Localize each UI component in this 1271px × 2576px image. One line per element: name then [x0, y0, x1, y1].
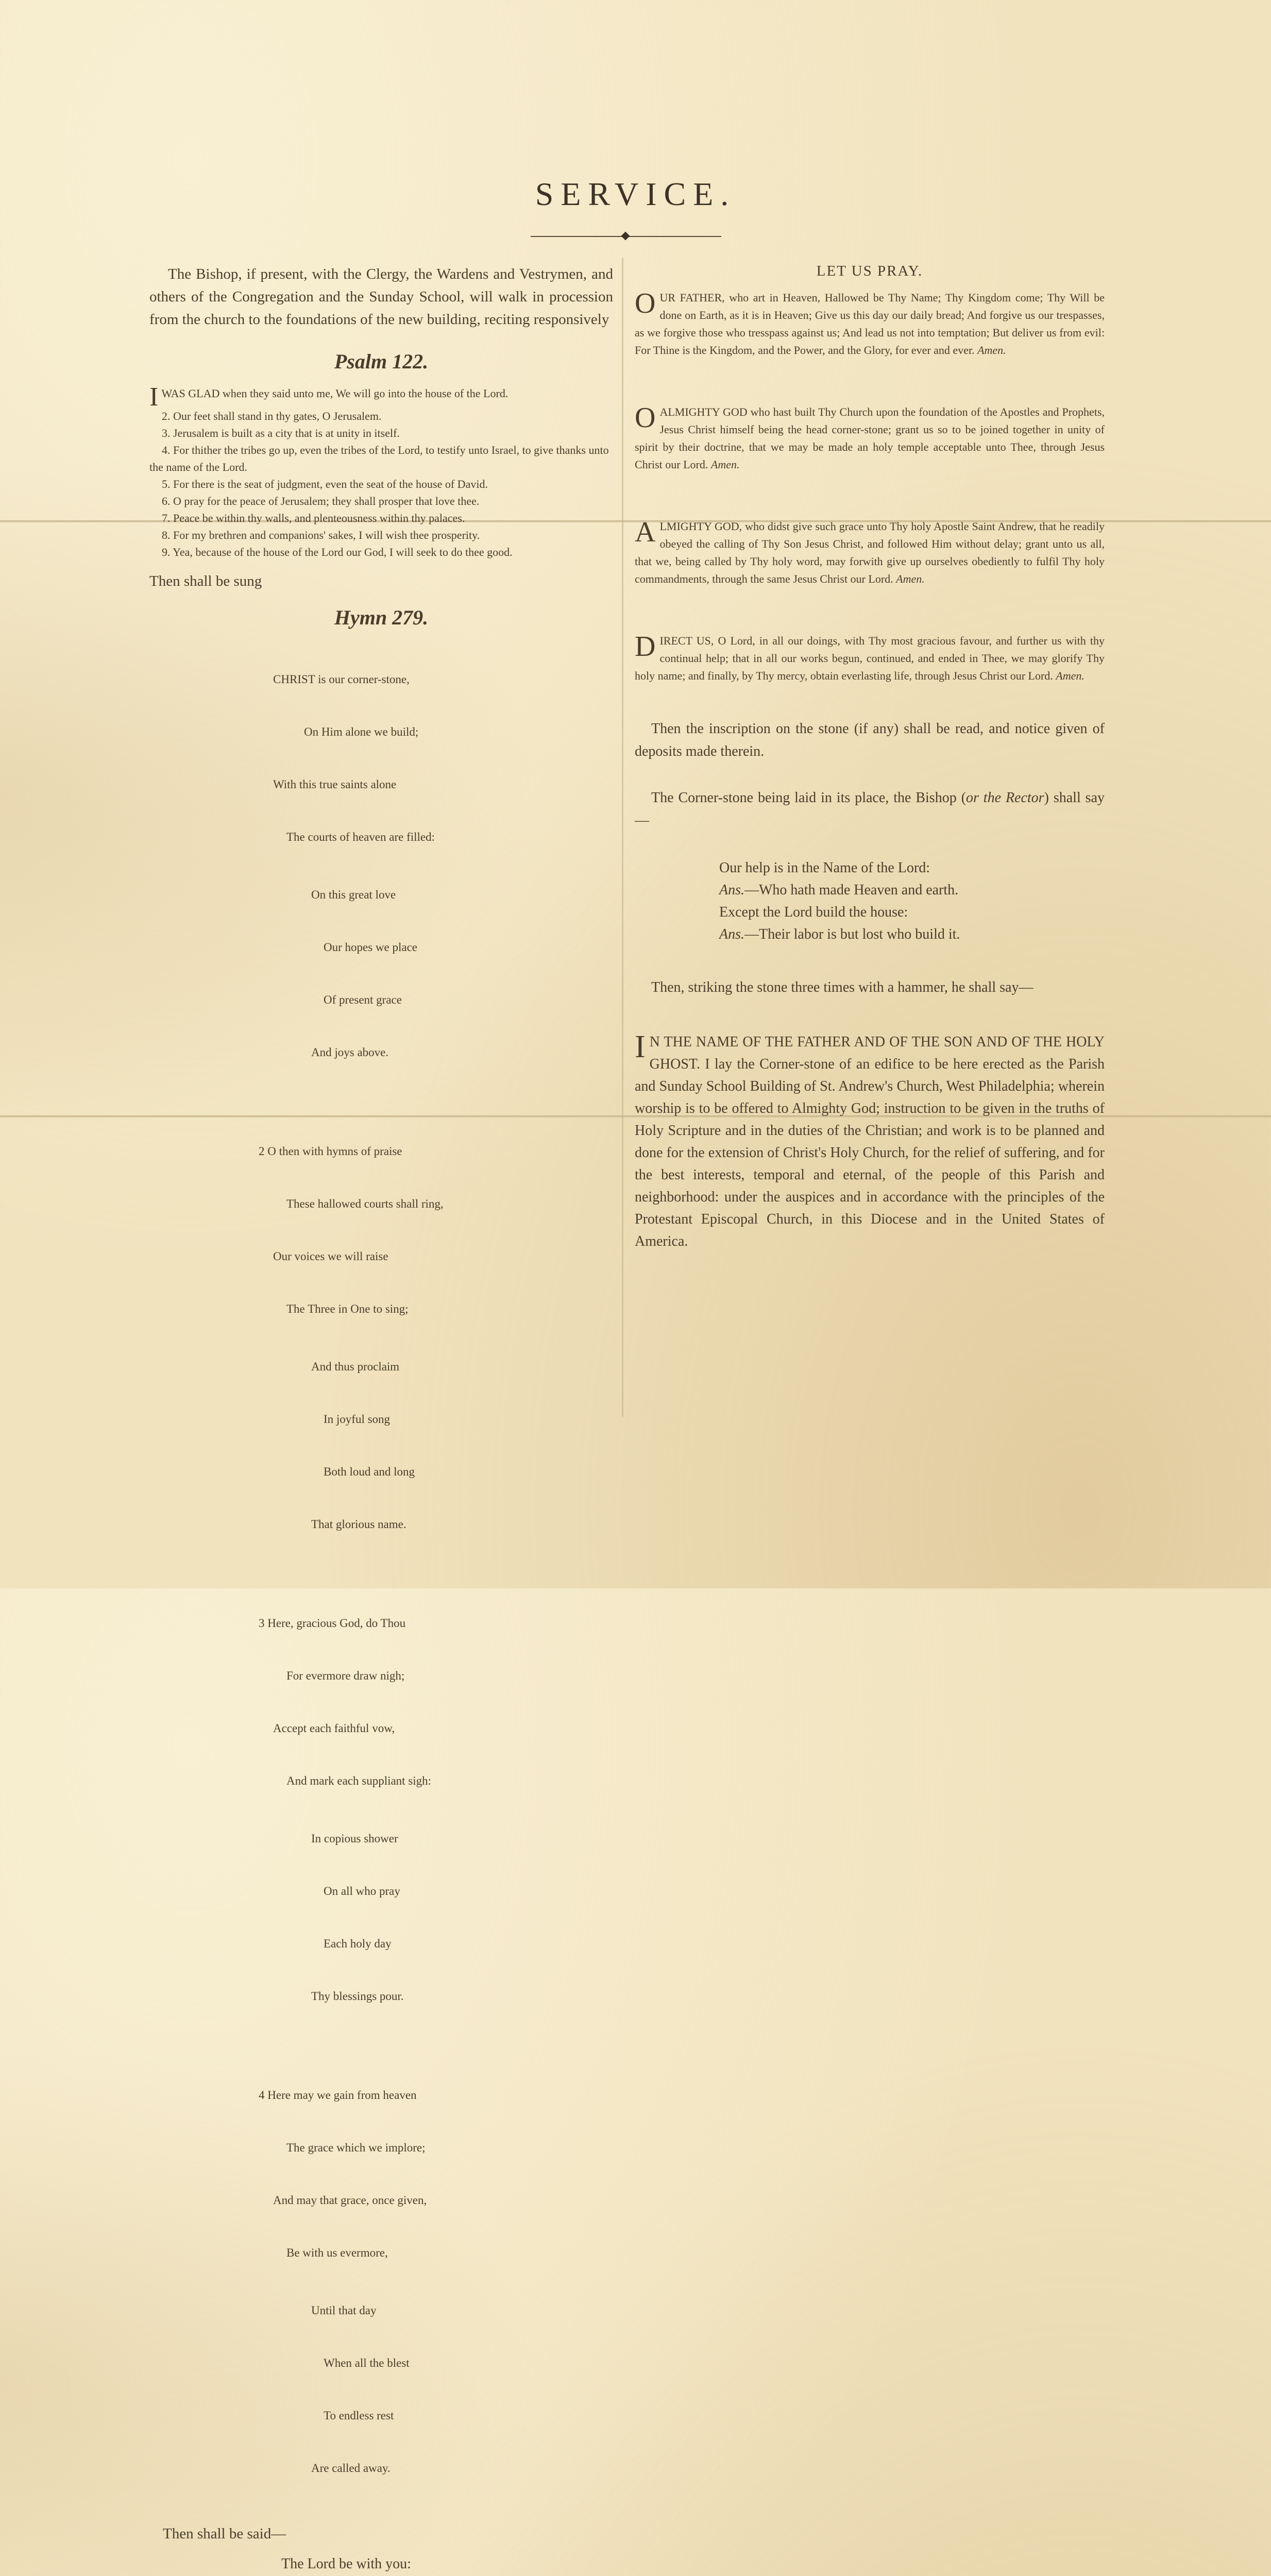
prayer-text: UR FATHER, who art in Heaven, Hallowed be Thy Name; Thy Kingdom come; Thy Will be done on Earth, as it is in Heaven; Give us this day our daily bread; And forgive us our trespasses, as we forgive those who tresspass against us; And lead us not into temptation; But deliver us from evil: For Thine is the Kingdom, and the Power, and the Glory, for ever and ever. — [635, 291, 1105, 357]
psalm-verse: 4. For thither the tribes go up, even the tribes of the Lord, to testify unto Israel, to give thanks unto the name of the Lord. — [149, 444, 609, 473]
response-text: —Their labor is but lost who build it. — [744, 926, 960, 942]
declaration-drop-cap: I — [635, 1029, 646, 1064]
cornerstone-rubric — [635, 787, 1105, 832]
inscription-rubric: Then the inscription on the stone (if any) shall be read, and notice given of deposits made therein. — [635, 721, 1105, 759]
psalm-drop-cap: I — [149, 382, 159, 412]
hymn-line: And may that grace, once given, — [273, 2194, 427, 2207]
hymn-text — [259, 636, 613, 2512]
hymn-line: For evermore draw nigh; — [286, 1669, 405, 1682]
right-column — [635, 263, 1105, 1252]
amen: Amen. — [896, 572, 925, 585]
hymn-line: 4 Here may we gain from heaven — [259, 2089, 417, 2102]
lords-prayer — [635, 289, 1105, 359]
hymn-heading: Hymn 279. — [334, 606, 429, 629]
psalm-verse: 2. Our feet shall stand in thy gates, O Jerusalem. — [162, 410, 382, 422]
hymn-stanza-3 — [259, 1580, 613, 2040]
psalm-verse: 9. Yea, because of the house of the Lord our God, I will seek to do thee good. — [162, 546, 513, 558]
hammer-rubric: Then, striking the stone three times with a hammer, he shall say— — [651, 979, 1033, 995]
hymn-line: And joys above. — [311, 1046, 389, 1059]
prayer-drop-cap: O — [635, 287, 656, 319]
trinitarian-formula: N THE NAME OF THE FATHER AND OF THE SON AND OF THE HOLY GHOST. — [649, 1034, 1105, 1072]
hymn-line: That glorious name. — [311, 1518, 406, 1531]
collect-cornerstone — [635, 403, 1105, 473]
response-line — [719, 857, 1105, 879]
procession-intro: The Bishop, if present, with the Clergy, the Wardens and Vestrymen, and others of the Congregation and the Sunday School, will walk in procession from the church to the foundations of the new building, reciting responsively — [149, 266, 613, 328]
hymn-line: On this great love — [311, 888, 396, 901]
prayer-drop-cap: D — [635, 631, 656, 663]
hymn-line: And thus proclaim — [311, 1360, 400, 1373]
hymn-line: On Him alone we build; — [304, 725, 419, 738]
psalm-verse: 6. O pray for the peace of Jerusalem; they shall prosper that love thee. — [162, 495, 480, 507]
collect-st-andrew — [635, 518, 1105, 588]
answer-label: Ans. — [719, 882, 744, 898]
hymn-line: In joyful song — [324, 1413, 391, 1426]
page-title: SERVICE. — [535, 176, 736, 212]
prayer-text: LMIGHTY GOD, who didst give such grace unto Thy holy Apostle Saint Andrew, that he readily obeyed the calling of Thy Son Jesus Christ, and followed Him without delay; grant unto us all, that we, being called by Thy holy word, may forwith give up ourselves obediently to fulfil Thy holy commandments, through the same Jesus Christ our Lord. — [635, 520, 1105, 585]
hymn-stanza-1 — [273, 636, 613, 1096]
response-text: Our help is in the Name of the Lord: — [719, 860, 930, 876]
hymn-line: When all the blest — [324, 2357, 410, 2369]
response-text: Except the Lord build the house: — [719, 904, 908, 920]
responses — [719, 857, 1105, 945]
hymn-line: Our hopes we place — [324, 941, 418, 954]
hymn-line: Until that day — [311, 2304, 377, 2317]
amen: Amen. — [1056, 669, 1084, 682]
hymn-line: Both loud and long — [324, 1465, 415, 1478]
hymn-line: 2 O then with hymns of praise — [259, 1145, 402, 1158]
psalm-verse: 8. For my brethren and companions' sakes, I will wish thee prosperity. — [162, 529, 480, 541]
let-us-pray-heading: LET US PRAY. — [816, 263, 923, 279]
prayer-drop-cap: O — [635, 402, 656, 434]
psalm-verse: 7. Peace be within thy walls, and plenteousness within thy palaces. — [162, 512, 465, 524]
psalm-text — [149, 382, 613, 561]
sung-rubric: Then shall be sung — [149, 573, 262, 589]
column-divider — [622, 258, 623, 1417]
response-line — [719, 901, 1105, 923]
title-ornament — [621, 232, 630, 241]
prayer-drop-cap: A — [635, 516, 656, 548]
response-line — [719, 879, 1105, 901]
hymn-line: CHRIST is our corner-stone, — [273, 673, 410, 686]
psalm-heading: Psalm 122. — [334, 350, 429, 373]
response-text: —Who hath made Heaven and earth. — [744, 882, 959, 898]
hymn-line: Of present grace — [324, 993, 402, 1006]
laying-declaration — [635, 1031, 1105, 1252]
response-line — [719, 923, 1105, 945]
hymn-line: 3 Here, gracious God, do Thou — [259, 1617, 406, 1630]
hymn-line: Be with us evermore, — [286, 2246, 388, 2259]
hymn-line: Our voices we will raise — [273, 1250, 388, 1263]
rubric-italic: or the Rector — [965, 790, 1044, 806]
psalm-verse: 3. Jerusalem is built as a city that is at unity in itself. — [162, 427, 400, 439]
amen: Amen. — [977, 344, 1006, 357]
hymn-line: The grace which we implore; — [286, 2141, 426, 2154]
psalm-verse: 5. For there is the seat of judgment, even the seat of the house of David. — [162, 478, 488, 490]
hymn-stanza-4 — [259, 2052, 613, 2512]
collect-direct-us — [635, 632, 1105, 685]
hymn-line: On all who pray — [324, 1885, 400, 1897]
hymn-line: In copious shower — [311, 1832, 398, 1845]
rubric-text: The Corner-stone being laid in its place, the Bishop ( — [651, 790, 966, 806]
hymn-line: The Three in One to sing; — [286, 1302, 409, 1315]
prayer-text: IRECT US, O Lord, in all our doings, with Thy most gracious favour, and further us with thy continual help; that in all our works begun, continued, and ended in Thee, we may glorify Thy holy name; and finally, by Thy mercy, obtain everlasting life, through Jesus Christ our Lord. — [635, 634, 1105, 682]
rubric-text: ) shall say— — [635, 790, 1105, 828]
hymn-line: Thy blessings pour. — [311, 1990, 404, 2003]
hymn-line: To endless rest — [324, 2409, 394, 2422]
hymn-stanza-2 — [259, 1108, 613, 1568]
answer-label: Ans. — [719, 926, 744, 942]
hymn-line: Accept each faithful vow, — [273, 1722, 395, 1735]
versicle: The Lord be with you: — [281, 2556, 411, 2572]
said-rubric: Then shall be said— — [163, 2526, 286, 2542]
prayer-text: ALMIGHTY GOD who hast built Thy Church upon the foundation of the Apostles and Prophets, Jesus Christ himself being the head corner-stone; grant us so to be joined together in unity of spirit by their doctrine, that we may be made an holy temple acceptable unto Thee, through Jesus Christ our Lord. — [635, 405, 1105, 471]
hymn-line: The courts of heaven are filled: — [286, 831, 435, 843]
hymn-line: And mark each suppliant sigh: — [286, 1774, 432, 1787]
left-column — [149, 263, 613, 2576]
psalm-verse-1: WAS GLAD when they said unto me, We will go into the house of the Lord. — [161, 387, 509, 400]
hymn-line: These hallowed courts shall ring, — [286, 1197, 444, 1210]
declaration-text: I lay the Corner-stone of an edifice to be here erected as the Parish and Sunday School Building of St. Andrew's Church, West Philadelphia; wherein worship is to be offered to Almighty God; instruction to be given in the truths of Holy Scripture and in the duties of the Christian; and work is to be planned and done for the extension of Christ's Holy Church, for the relief of suffering, and for the best interests, temporal and eternal, of the people of this Parish and neighborhood: under the auspices and in accordance with the principles of the Protestant Episcopal Church, in this Diocese and in the United States of America. — [635, 1056, 1105, 1249]
hymn-line: Each holy day — [324, 1937, 392, 1950]
hymn-line: Are called away. — [311, 2462, 391, 2475]
amen: Amen. — [710, 458, 740, 471]
hymn-line: With this true saints alone — [273, 778, 397, 791]
